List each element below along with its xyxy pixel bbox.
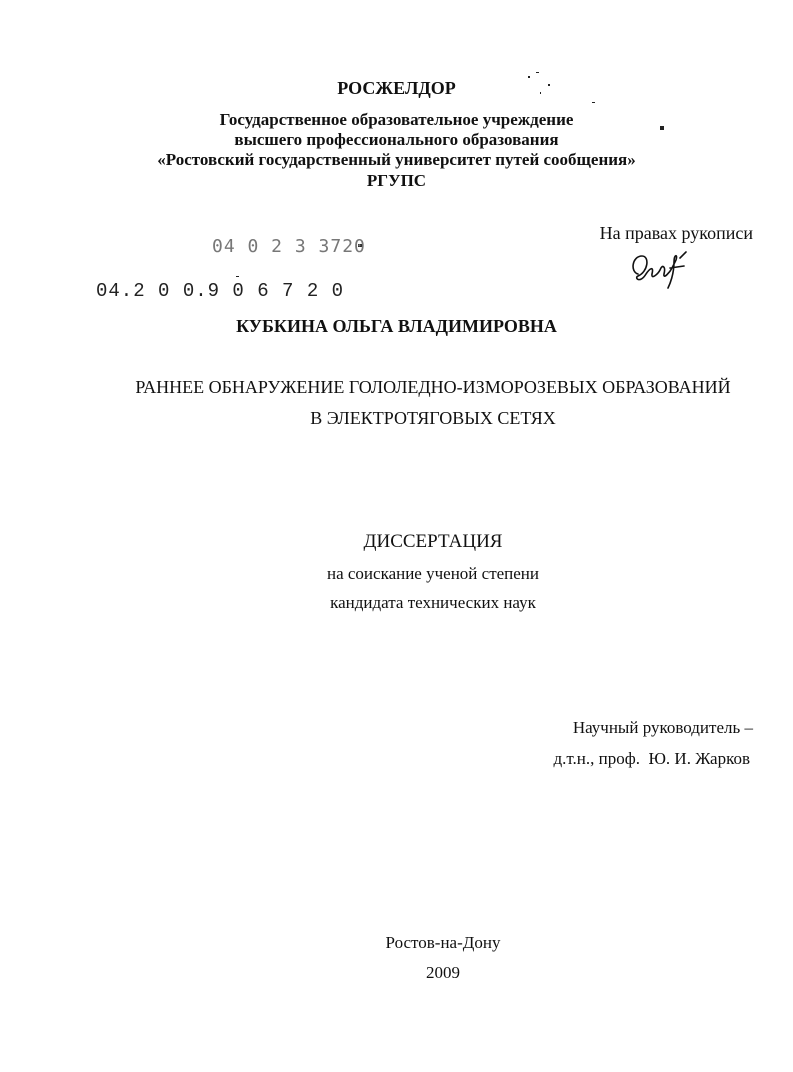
institution-line-2: высшего профессионального образования xyxy=(234,130,559,149)
faint-stamp-number: 04 0 2 3 3720 xyxy=(212,236,366,257)
degree-line-1: на соискание ученой степени xyxy=(326,564,540,583)
author-name: КУБКИНА ОЛЬГА ВЛАДИМИРОВНА xyxy=(236,316,557,336)
year: 2009 xyxy=(426,963,460,982)
degree-line-2: кандидата технических наук xyxy=(330,593,536,612)
supervisor-name: д.т.н., проф. Ю. И. Жарков xyxy=(553,749,750,768)
city: Ростов-на-Дону xyxy=(385,933,501,952)
institution-line-3: «Ростовский государственный университет путей сообщения» xyxy=(157,150,636,169)
institution-abbreviation: РГУПС xyxy=(366,171,427,190)
handwritten-signature xyxy=(624,244,700,290)
institution-line-1: Государственное образовательное учреждение xyxy=(219,110,574,129)
document-type: ДИССЕРТАЦИЯ xyxy=(363,531,503,552)
organization-name: РОСЖЕЛДОР xyxy=(337,78,456,98)
manuscript-note: На правах рукописи xyxy=(599,223,753,243)
dissertation-title-line-2: В ЭЛЕКТРОТЯГОВЫХ СЕТЯХ xyxy=(310,408,556,428)
supervisor-label: Научный руководитель – xyxy=(572,718,753,737)
registration-number-stamp: 04.2 0 0.9 0 6 7 2 0 xyxy=(96,280,345,302)
dissertation-title-line-1: РАННЕЕ ОБНАРУЖЕНИЕ ГОЛОЛЕДНО-ИЗМОРОЗЕВЫХ ОБРАЗОВАНИЙ xyxy=(135,377,731,397)
